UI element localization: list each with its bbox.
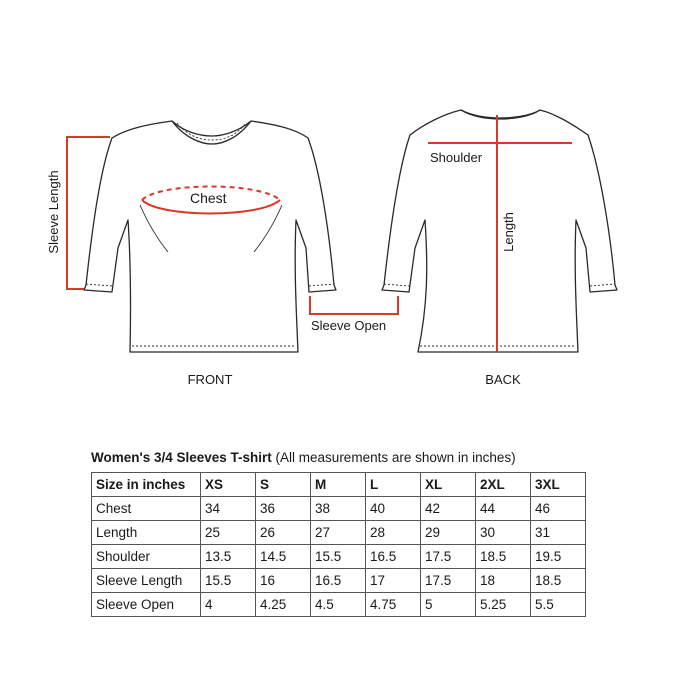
table-cell: 34 [201,497,256,521]
table-cell: 25 [201,521,256,545]
sleeve-length-label: Sleeve Length [46,170,61,254]
table-cell: 16.5 [366,545,421,569]
table-cell: 26 [256,521,311,545]
table-cell: 42 [421,497,476,521]
front-caption: FRONT [187,372,233,387]
table-cell: 5.25 [476,593,531,617]
table-cell: 5 [421,593,476,617]
table-row-shoulder [92,545,586,569]
chest-label: Chest [190,190,227,206]
back-caption: BACK [485,372,521,387]
table-cell: 5.5 [531,593,586,617]
table-row-chest [92,497,586,521]
header-size-label: Size in inches [92,473,201,497]
table-cell: 4.5 [311,593,366,617]
table-cell: 30 [476,521,531,545]
table-cell: 40 [366,497,421,521]
table-cell: 44 [476,497,531,521]
table-cell: 16.5 [311,569,366,593]
back-tshirt-illustration [382,110,617,352]
table-cell: 15.5 [201,569,256,593]
length-label: Length [501,212,516,252]
table-cell: 18.5 [476,545,531,569]
table-cell: 29 [421,521,476,545]
header-size-3xl: 3XL [531,473,586,497]
table-cell: 14.5 [256,545,311,569]
table-row-length [92,521,586,545]
sleeve-open-label: Sleeve Open [311,318,387,333]
table-cell: 13.5 [201,545,256,569]
table-cell: 18.5 [531,569,586,593]
table-cell: 17 [366,569,421,593]
table-cell: 19.5 [531,545,586,569]
table-cell: 15.5 [311,545,366,569]
table-cell: 18 [476,569,531,593]
table-row-sleeve-length [92,569,586,593]
size-table [91,472,586,617]
header-size-2xl: 2XL [476,473,531,497]
table-cell: 4.25 [256,593,311,617]
header-size-m: M [311,473,366,497]
shoulder-label: Shoulder [430,150,483,165]
row-label: Sleeve Open [92,593,201,617]
table-cell: 17.5 [421,569,476,593]
table-cell: 31 [531,521,586,545]
row-label: Shoulder [92,545,201,569]
table-cell: 17.5 [421,545,476,569]
header-size-s: S [256,473,311,497]
table-cell: 4.75 [366,593,421,617]
row-label: Length [92,521,201,545]
size-chart-title-note: (All measurements are shown in inches) [271,450,516,465]
size-chart [91,450,611,617]
table-cell: 4 [201,593,256,617]
size-chart-title-main: Women's 3/4 Sleeves T-shirt [91,450,272,465]
table-row-sleeve-open [92,593,586,617]
table-cell: 27 [311,521,366,545]
header-size-xs: XS [201,473,256,497]
sleeve-open-bracket [310,296,398,314]
size-chart-title [91,450,611,465]
header-size-xl: XL [421,473,476,497]
size-table-header-row [92,473,586,497]
front-tshirt-illustration [84,121,336,352]
table-cell: 38 [311,497,366,521]
table-cell: 46 [531,497,586,521]
table-cell: 16 [256,569,311,593]
row-label: Chest [92,497,201,521]
table-cell: 28 [366,521,421,545]
row-label: Sleeve Length [92,569,201,593]
header-size-l: L [366,473,421,497]
table-cell: 36 [256,497,311,521]
